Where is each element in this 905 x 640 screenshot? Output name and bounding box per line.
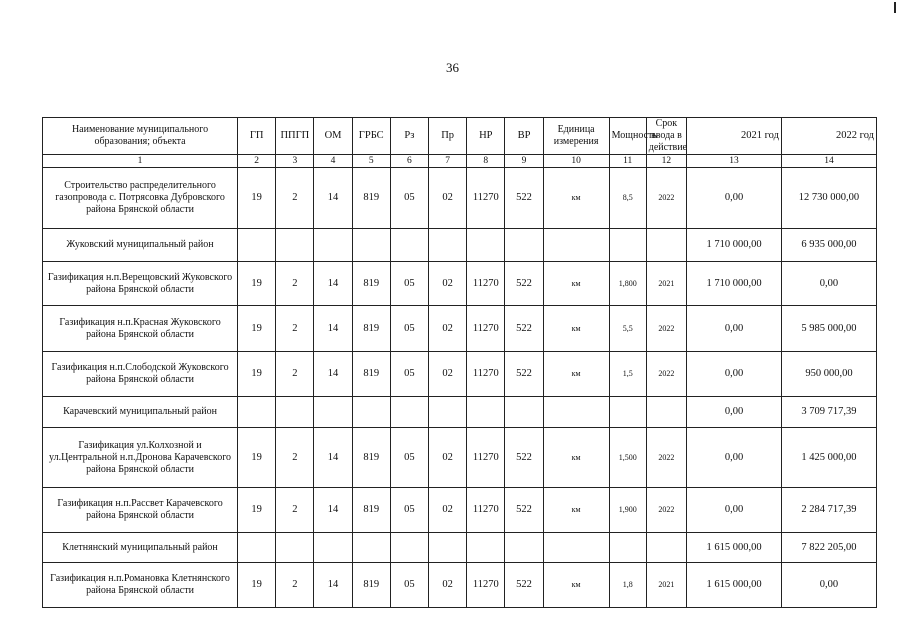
header-name: Наименование муниципального образования; объекта <box>43 118 238 155</box>
table-header-row <box>43 118 877 155</box>
cell-nr <box>467 397 505 428</box>
cell-nr: 11270 <box>467 488 505 533</box>
cell-unit: км <box>543 262 609 306</box>
column-number: 4 <box>314 155 352 168</box>
cell-om: 14 <box>314 262 352 306</box>
cell-y2021: 1 615 000,00 <box>687 563 782 608</box>
cell-name: Газификация н.п.Слободской Жуковского района Брянской области <box>43 352 238 397</box>
cell-om: 14 <box>314 306 352 352</box>
cell-y2021: 0,00 <box>687 306 782 352</box>
cell-year: 2022 <box>646 168 686 229</box>
cell-name: Газификация н.п.Красная Жуковского района Брянской области <box>43 306 238 352</box>
table-row <box>43 397 877 428</box>
cell-unit: км <box>543 563 609 608</box>
cell-y2022: 0,00 <box>781 563 876 608</box>
cell-grbs: 819 <box>352 428 390 488</box>
cell-pr: 02 <box>429 168 467 229</box>
table-row <box>43 488 877 533</box>
cell-nr: 11270 <box>467 168 505 229</box>
table-row <box>43 168 877 229</box>
cell-om <box>314 397 352 428</box>
cell-gp: 19 <box>238 563 276 608</box>
cell-power: 1,500 <box>609 428 646 488</box>
cell-grbs <box>352 229 390 262</box>
header-term: Срок ввода в действие <box>646 118 686 155</box>
cell-power <box>609 397 646 428</box>
cell-y2022: 2 284 717,39 <box>781 488 876 533</box>
cell-rz <box>390 229 428 262</box>
column-number: 3 <box>276 155 314 168</box>
cell-year: 2022 <box>646 428 686 488</box>
cell-ppgp <box>276 397 314 428</box>
cell-vr <box>505 229 543 262</box>
cell-year <box>646 533 686 563</box>
cell-pr: 02 <box>429 488 467 533</box>
cell-y2021: 1 615 000,00 <box>687 533 782 563</box>
cell-pr <box>429 229 467 262</box>
cell-name: Газификация н.п.Рассвет Карачевского района Брянской области <box>43 488 238 533</box>
header-pr: Пр <box>429 118 467 155</box>
cell-unit: км <box>543 168 609 229</box>
table-row <box>43 262 877 306</box>
cell-y2021: 0,00 <box>687 428 782 488</box>
cell-rz: 05 <box>390 563 428 608</box>
cell-year <box>646 229 686 262</box>
cell-gp: 19 <box>238 428 276 488</box>
cell-power: 5,5 <box>609 306 646 352</box>
cell-ppgp: 2 <box>276 488 314 533</box>
table-row <box>43 563 877 608</box>
cell-rz: 05 <box>390 306 428 352</box>
cell-year: 2022 <box>646 306 686 352</box>
cell-om: 14 <box>314 563 352 608</box>
cell-pr: 02 <box>429 352 467 397</box>
column-number: 9 <box>505 155 543 168</box>
cell-ppgp <box>276 533 314 563</box>
cell-y2022: 950 000,00 <box>781 352 876 397</box>
table-row <box>43 306 877 352</box>
cell-y2021: 0,00 <box>687 488 782 533</box>
cell-y2022: 3 709 717,39 <box>781 397 876 428</box>
column-number: 10 <box>543 155 609 168</box>
cell-year: 2021 <box>646 563 686 608</box>
cell-year: 2021 <box>646 262 686 306</box>
cell-gp: 19 <box>238 168 276 229</box>
cell-vr: 522 <box>505 306 543 352</box>
cell-vr: 522 <box>505 563 543 608</box>
cell-ppgp: 2 <box>276 563 314 608</box>
cell-rz: 05 <box>390 262 428 306</box>
cell-power: 1,900 <box>609 488 646 533</box>
cell-nr <box>467 533 505 563</box>
cell-grbs <box>352 533 390 563</box>
cell-y2021: 1 710 000,00 <box>687 229 782 262</box>
header-ppgp: ППГП <box>276 118 314 155</box>
cell-power <box>609 533 646 563</box>
header-2021: 2021 год <box>687 118 782 155</box>
cell-y2022: 7 822 205,00 <box>781 533 876 563</box>
column-number: 5 <box>352 155 390 168</box>
cell-grbs: 819 <box>352 563 390 608</box>
cell-unit <box>543 533 609 563</box>
cell-y2021: 0,00 <box>687 352 782 397</box>
cell-power: 8,5 <box>609 168 646 229</box>
column-number: 7 <box>429 155 467 168</box>
column-number: 1 <box>43 155 238 168</box>
cell-name: Жуковский муниципальный район <box>43 229 238 262</box>
cell-nr: 11270 <box>467 352 505 397</box>
cell-y2022: 12 730 000,00 <box>781 168 876 229</box>
table-row <box>43 352 877 397</box>
cell-vr: 522 <box>505 428 543 488</box>
cell-year <box>646 397 686 428</box>
cell-om <box>314 229 352 262</box>
cell-name: Газификация н.п.Верещовский Жуковского района Брянской области <box>43 262 238 306</box>
cell-unit: км <box>543 306 609 352</box>
cell-nr: 11270 <box>467 306 505 352</box>
cell-y2022: 5 985 000,00 <box>781 306 876 352</box>
cell-vr <box>505 397 543 428</box>
cell-nr: 11270 <box>467 262 505 306</box>
cell-y2022: 1 425 000,00 <box>781 428 876 488</box>
cell-om: 14 <box>314 352 352 397</box>
column-number: 11 <box>609 155 646 168</box>
cell-unit <box>543 229 609 262</box>
cell-om: 14 <box>314 168 352 229</box>
column-number: 6 <box>390 155 428 168</box>
cell-name: Строительство распределительного газопровода с. Потрясовка Дубровского района Брянской области <box>43 168 238 229</box>
cell-y2022: 6 935 000,00 <box>781 229 876 262</box>
cell-pr: 02 <box>429 306 467 352</box>
cell-ppgp: 2 <box>276 352 314 397</box>
column-number-row <box>43 155 877 168</box>
cell-name: Газификация ул.Колхозной и ул.Центральной н.п.Дронова Карачевского района Брянской области <box>43 428 238 488</box>
table-row <box>43 533 877 563</box>
cell-ppgp: 2 <box>276 306 314 352</box>
cell-rz: 05 <box>390 352 428 397</box>
cell-power <box>609 229 646 262</box>
cell-pr: 02 <box>429 262 467 306</box>
cell-ppgp <box>276 229 314 262</box>
header-vr: ВР <box>505 118 543 155</box>
cell-om: 14 <box>314 428 352 488</box>
header-nr: НР <box>467 118 505 155</box>
cell-gp: 19 <box>238 352 276 397</box>
cell-gp: 19 <box>238 262 276 306</box>
header-rz: Рз <box>390 118 428 155</box>
cell-gp <box>238 229 276 262</box>
cell-nr: 11270 <box>467 428 505 488</box>
cell-unit: км <box>543 428 609 488</box>
cell-pr <box>429 533 467 563</box>
cell-ppgp: 2 <box>276 168 314 229</box>
cell-vr <box>505 533 543 563</box>
cell-ppgp: 2 <box>276 428 314 488</box>
column-number: 2 <box>238 155 276 168</box>
cell-unit: км <box>543 352 609 397</box>
table-row <box>43 229 877 262</box>
header-power: Мощность <box>609 118 646 155</box>
cell-gp: 19 <box>238 488 276 533</box>
header-gp: ГП <box>238 118 276 155</box>
header-om: ОМ <box>314 118 352 155</box>
cell-grbs: 819 <box>352 488 390 533</box>
cell-ppgp: 2 <box>276 262 314 306</box>
cell-grbs: 819 <box>352 168 390 229</box>
cell-vr: 522 <box>505 168 543 229</box>
budget-table <box>42 117 877 608</box>
cell-grbs: 819 <box>352 306 390 352</box>
header-grbs: ГРБС <box>352 118 390 155</box>
cell-grbs: 819 <box>352 262 390 306</box>
column-number: 8 <box>467 155 505 168</box>
cell-unit: км <box>543 488 609 533</box>
page-edge-mark <box>894 2 896 13</box>
table-row <box>43 428 877 488</box>
column-number: 13 <box>687 155 782 168</box>
cell-gp <box>238 533 276 563</box>
header-2022: 2022 год <box>781 118 876 155</box>
cell-name: Газификация н.п.Романовка Клетнянского района Брянской области <box>43 563 238 608</box>
cell-rz: 05 <box>390 428 428 488</box>
cell-y2021: 0,00 <box>687 168 782 229</box>
cell-gp <box>238 397 276 428</box>
cell-y2021: 1 710 000,00 <box>687 262 782 306</box>
cell-name: Карачевский муниципальный район <box>43 397 238 428</box>
cell-vr: 522 <box>505 352 543 397</box>
cell-rz: 05 <box>390 488 428 533</box>
cell-year: 2022 <box>646 488 686 533</box>
cell-grbs <box>352 397 390 428</box>
cell-rz: 05 <box>390 168 428 229</box>
cell-nr <box>467 229 505 262</box>
header-unit: Единица измерения <box>543 118 609 155</box>
cell-rz <box>390 533 428 563</box>
cell-pr: 02 <box>429 428 467 488</box>
cell-nr: 11270 <box>467 563 505 608</box>
cell-year: 2022 <box>646 352 686 397</box>
cell-y2022: 0,00 <box>781 262 876 306</box>
page-number: 36 <box>446 60 459 75</box>
cell-power: 1,800 <box>609 262 646 306</box>
cell-pr <box>429 397 467 428</box>
cell-pr: 02 <box>429 563 467 608</box>
cell-om <box>314 533 352 563</box>
column-number: 12 <box>646 155 686 168</box>
cell-power: 1,8 <box>609 563 646 608</box>
cell-gp: 19 <box>238 306 276 352</box>
cell-vr: 522 <box>505 262 543 306</box>
cell-name: Клетнянский муниципальный район <box>43 533 238 563</box>
cell-vr: 522 <box>505 488 543 533</box>
cell-unit <box>543 397 609 428</box>
cell-y2021: 0,00 <box>687 397 782 428</box>
column-number: 14 <box>781 155 876 168</box>
cell-power: 1,5 <box>609 352 646 397</box>
cell-om: 14 <box>314 488 352 533</box>
cell-grbs: 819 <box>352 352 390 397</box>
cell-rz <box>390 397 428 428</box>
